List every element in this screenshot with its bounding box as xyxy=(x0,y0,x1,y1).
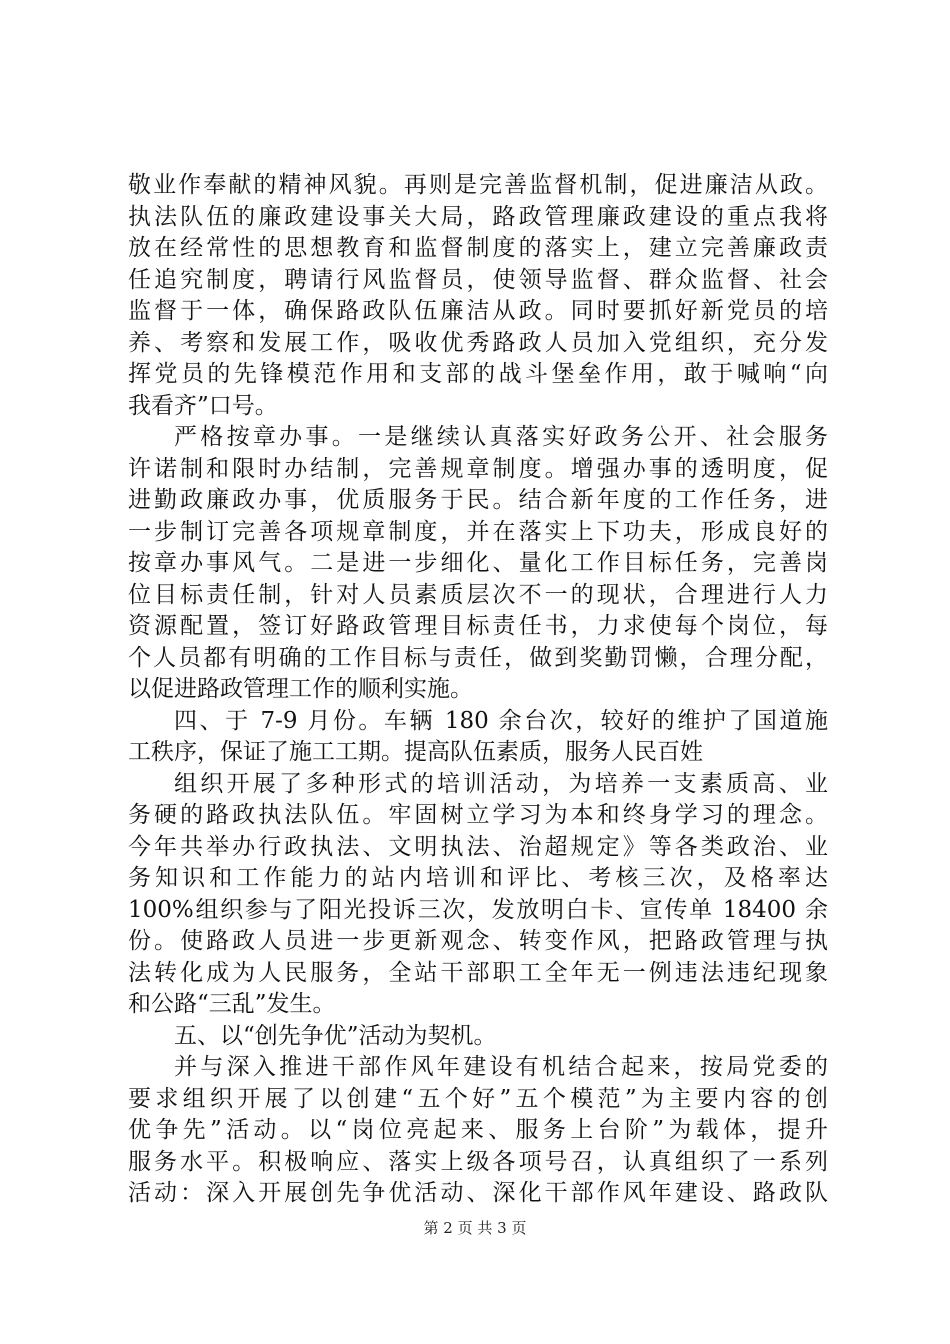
body-text xyxy=(128,170,828,1210)
text-line: 法转化成为人民服务，全站干部职工全年无一例违法违纪现象 xyxy=(128,959,828,986)
text-line: 务知识和工作能力的站内培训和评比、考核三次，及格率达 xyxy=(128,865,828,891)
text-line: 服务水平。积极响应、落实上级各项号召，认真组织了一系列 xyxy=(128,1148,828,1175)
text-line: 份。使路政人员进一步更新观念、转变作风，把路政管理与执 xyxy=(128,928,828,954)
text-line: 监督于一体，确保路政队伍廉洁从政。同时要抓好新党员的培 xyxy=(128,298,828,324)
text-line: 养、考察和发展工作，吸收优秀路政人员加入党组织，充分发 xyxy=(128,329,828,356)
text-line: 今年共举办行政执法、文明执法、治超规定》等各类政治、业 xyxy=(128,833,828,860)
text-line: 资源配置，签订好路政管理目标责任书，力求使每个岗位，每 xyxy=(128,613,828,639)
text-line: 执法队伍的廉政建设事关大局，路政管理廉政建设的重点我将 xyxy=(128,203,828,230)
text-line: 活动：深入开展创先争优活动、深化干部作风年建设、路政队 xyxy=(128,1180,828,1206)
text-line: 我看齐”口号。 xyxy=(128,392,278,419)
text-line: 挥党员的先锋模范作用和支部的战斗堡垒作用，敢于喊响“向 xyxy=(128,361,828,387)
text-line: 敬业作奉献的精神风貌。再则是完善监督机制，促进廉洁从政。 xyxy=(128,172,828,198)
text-line: 放在经常性的思想教育和监督制度的落实上，建立完善廉政责 xyxy=(128,235,828,261)
page-number-footer: 第 2 页 共 3 页 xyxy=(423,1219,527,1237)
paragraph-start-line: 严格按章办事。一是继续认真落实好政务公开、社会服务 xyxy=(174,424,828,450)
text-line: 工秩序，保证了施工工期。提高队伍素质，服务人民百姓 xyxy=(128,739,703,765)
text-line: 任追究制度，聘请行风监督员，使领导监督、群众监督、社会 xyxy=(128,266,828,293)
paragraph-start-line: 并与深入推进干部作风年建设有机结合起来，按局党委的 xyxy=(174,1054,828,1080)
text-line: 个人员都有明确的工作目标与责任，做到奖勤罚懒，合理分配， xyxy=(128,644,828,671)
section-heading-line: 五、以“创先争优”活动为契机。 xyxy=(174,1022,497,1049)
text-line: 务硬的路政执法队伍。牢固树立学习为本和终身学习的理念。 xyxy=(128,802,828,828)
text-line: 100%组织参与了阳光投诉三次，发放明白卡、宣传单 18400 余 xyxy=(128,896,828,923)
text-line: 许诺制和限时办结制，完善规章制度。增强办事的透明度，促 xyxy=(128,455,828,482)
text-line: 要求组织开展了以创建“五个好”五个模范”为主要内容的创 xyxy=(128,1085,828,1112)
text-line: 和公路“三乱”发生。 xyxy=(128,991,336,1017)
text-line: 一步制订完善各项规章制度，并在落实上下功夫，形成良好的 xyxy=(128,518,828,545)
text-line: 位目标责任制，针对人员素质层次不一的现状，合理进行人力 xyxy=(128,581,828,608)
text-line: 以促进路政管理工作的顺利实施。 xyxy=(128,676,473,702)
paragraph-start-line: 组织开展了多种形式的培训活动，为培养一支素质高、业 xyxy=(174,770,828,797)
paragraph-start-line: 四、于 7-9 月份。车辆 180 余台次，较好的维护了国道施 xyxy=(174,707,828,734)
text-line: 进勤政廉政办事，优质服务于民。结合新年度的工作任务，进 xyxy=(128,487,828,513)
text-line: 优争先”活动。以“岗位亮起来、服务上台阶”为载体，提升 xyxy=(128,1117,828,1143)
text-line: 按章办事风气。二是进一步细化、量化工作目标任务，完善岗 xyxy=(128,550,828,576)
